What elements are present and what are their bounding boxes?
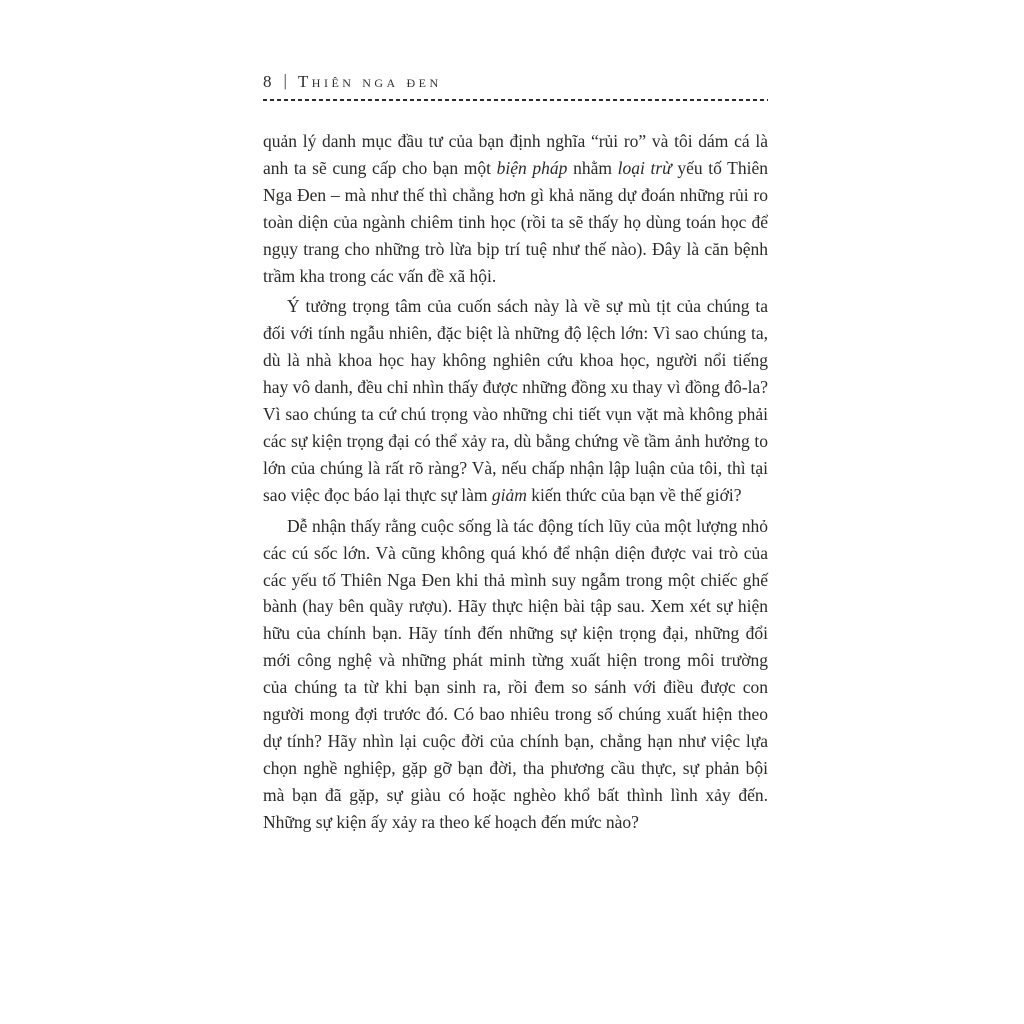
text-segment: yếu tố Thiên Nga Đen – mà như thế thì chẳng hơn gì khả năng dự đoán những rủi ro toàn diện của ngành chiêm tinh học (rồi ta sẽ thấy họ dùng toán học để ngụy trang cho những trò lừa bịp trí tuệ như thế nào). Đây là căn bệnh trầm kha trong các vấn đề xã hội.	[263, 157, 769, 286]
emphasis-segment: biện pháp	[496, 157, 568, 178]
header-separator: |	[283, 71, 287, 90]
body-text	[263, 128, 768, 836]
paragraph	[263, 293, 768, 508]
paragraph	[263, 128, 768, 289]
text-segment: nhằm	[567, 157, 618, 178]
running-header	[263, 72, 768, 92]
paragraph	[263, 513, 768, 836]
text-segment: quản lý danh mục đầu tư của bạn định nghĩa “rủi ro” và tôi dám cá là anh ta sẽ cung cấp cho bạn một	[263, 131, 768, 178]
emphasis-segment: giảm	[491, 484, 527, 505]
page-number: 8	[263, 72, 273, 91]
book-title: Thiên nga đen	[297, 72, 442, 91]
page-content	[263, 72, 768, 836]
emphasis-segment: loại trừ	[617, 157, 672, 178]
header-dashed-rule	[263, 99, 768, 101]
text-segment: Dễ nhận thấy rằng cuộc sống là tác động tích lũy của một lượng nhỏ các cú sốc lớn. Và cũng không quá khó để nhận diện được vai trò của các yếu tố Thiên Nga Đen khi thả mình suy ngẫm trong một chiếc ghế bành (hay bên quầy rượu). Hãy thực hiện bài tập sau. Xem xét sự hiện hữu của chính bạn. Hãy tính đến những sự kiện trọng đại, những đổi mới công nghệ và những phát minh từng xuất hiện trong môi trường của chúng ta từ khi bạn sinh ra, rồi đem so sánh với điều được con người mong đợi trước đó. Có bao nhiêu trong số chúng xuất hiện theo dự tính? Hãy nhìn lại cuộc đời của chính bạn, chẳng hạn như việc lựa chọn nghề nghiệp, gặp gỡ bạn đời, tha phương cầu thực, sự phản bội mà bạn đã gặp, sự giàu có hoặc nghèo khổ bất thình lình xảy đến. Những sự kiện ấy xảy ra theo kế hoạch đến mức nào?	[263, 515, 768, 832]
text-segment: kiến thức của bạn về thế giới?	[526, 484, 742, 505]
text-segment: Ý tưởng trọng tâm của cuốn sách này là về sự mù tịt của chúng ta đối với tính ngẫu nhiên, đặc biệt là những độ lệch lớn: Vì sao chúng ta, dù là nhà khoa học hay không nghiên cứu khoa học, người nổi tiếng hay vô danh, đều chỉ nhìn thấy được những đồng xu thay vì đồng đô-la? Vì sao chúng ta cứ chú trọng vào những chi tiết vụn vặt mà không phải các sự kiện trọng đại có thể xảy ra, dù bằng chứng về tầm ảnh hưởng to lớn của chúng là rất rõ ràng? Và, nếu chấp nhận lập luận của tôi, thì tại sao việc đọc báo lại thực sự làm	[263, 296, 769, 505]
